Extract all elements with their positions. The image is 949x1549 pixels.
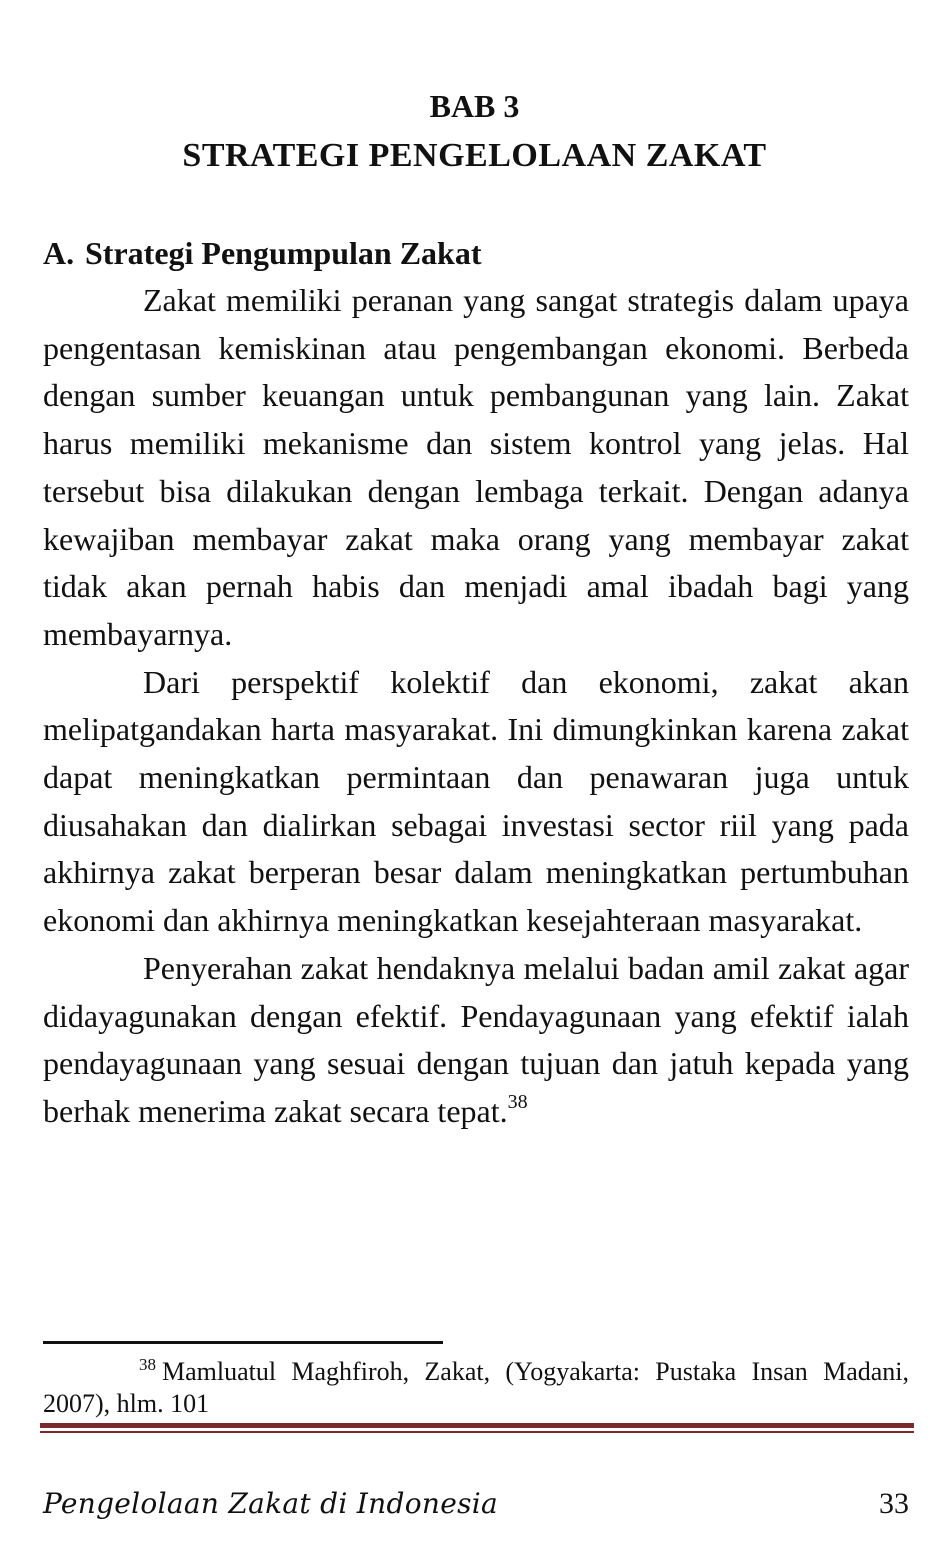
section-letter: A.	[43, 235, 75, 271]
page-number: 33	[879, 1487, 909, 1520]
paragraph-1: Zakat memiliki peranan yang sangat strategis dalam upaya pengentasan kemiskinan atau pengembangan ekonomi. Berbeda dengan sumber keuangan untuk pembangunan yang lain. Zakat harus memiliki mekanisme dan sistem kontrol yang jelas. Hal tersebut bisa dilakukan dengan lembaga terkait. Dengan adanya kewajiban membayar zakat maka orang yang membayar zakat tidak akan pernah habis dan menjadi amal ibadah bagi yang membayarnya.	[43, 282, 909, 652]
section-title: Strategi Pengumpulan Zakat	[85, 235, 482, 271]
footer-band-thick	[40, 1423, 914, 1428]
chapter-number: BAB 3	[429, 88, 520, 124]
paragraph-3-text: Penyerahan zakat hendaknya melalui badan amil zakat agar didayagunakan dengan efektif. Pendayagunaan yang efektif ialah pendayagunaan yang sesuai dengan tujuan dan jatuh kepada yang berhak menerima zakat secara tepat.	[43, 949, 909, 1129]
footnote-reference[interactable]: 38	[507, 1090, 528, 1113]
paragraph-2: Dari perspektif kolektif dan ekonomi, zakat akan melipatgandakan harta masyarakat. Ini dimungkinkan karena zakat dapat meningkatkan permintaan dan penawaran juga untuk diusahakan dan dialirkan sebagai investasi sector riil yang pada akhirnya zakat berperan besar dalam meningkatkan pertumbuhan ekonomi dan akhirnya meningkatkan kesejahteraan masyarakat.	[43, 663, 909, 939]
chapter-title: STRATEGI PENGELOLAAN ZAKAT	[182, 137, 767, 174]
footnote-number: 38	[139, 1355, 156, 1374]
section-heading	[43, 230, 909, 277]
footnote	[43, 1356, 909, 1420]
footnote-text: Mamluatul Maghfiroh, Zakat, (Yogyakarta: Pustaka Insan Madani, 2007), hlm. 101	[43, 1357, 909, 1418]
main-content	[43, 230, 909, 1136]
paragraph-3	[43, 945, 909, 1136]
running-title: Pengelolaan Zakat di Indonesia	[43, 1487, 499, 1520]
footnote-divider	[43, 1341, 443, 1344]
footer-band-thin	[40, 1431, 914, 1433]
